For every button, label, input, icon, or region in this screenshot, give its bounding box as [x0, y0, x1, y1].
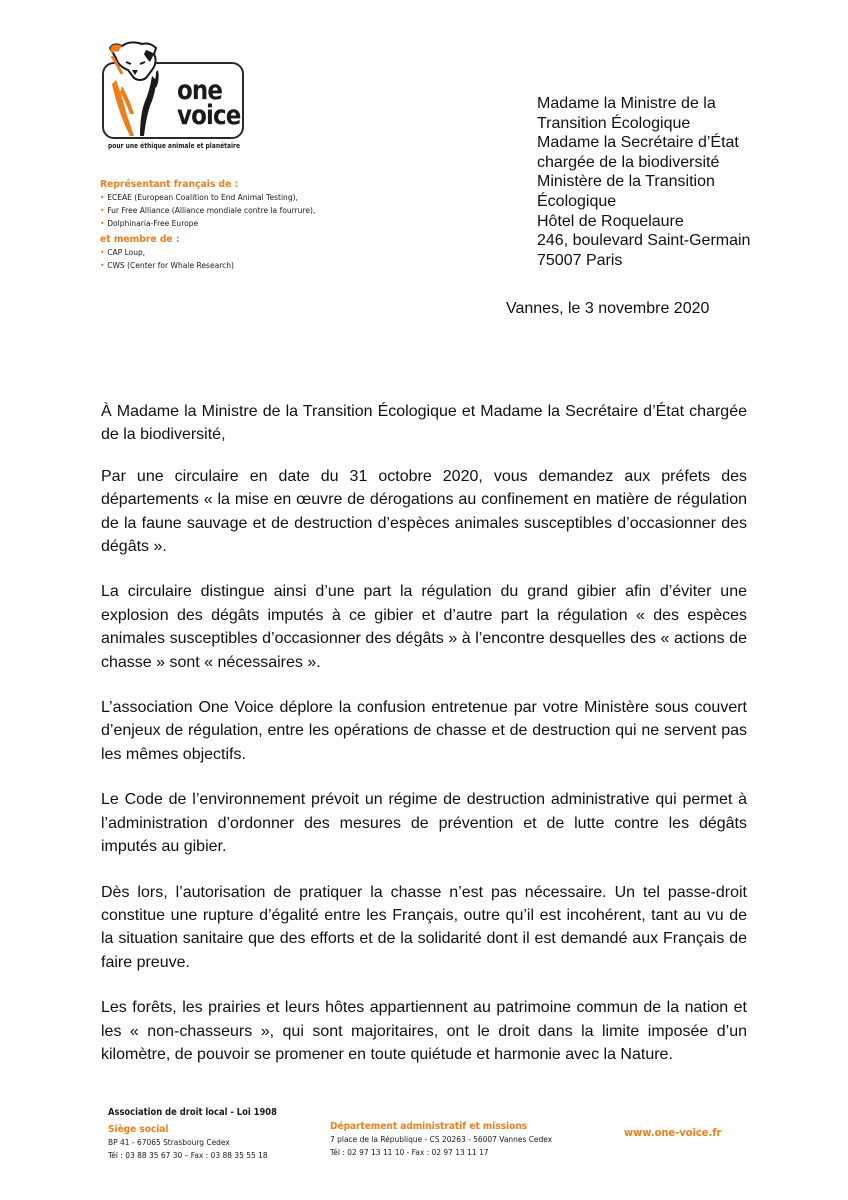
lioness-icon — [100, 40, 180, 144]
representative-heading: Représentant français de : — [100, 179, 239, 190]
member-heading: et membre de : — [100, 234, 180, 245]
paragraph: La circulaire distingue ainsi d’une part la régulation du grand gibier afin d’éviter une explosion des dégâts imputés à ce gibier et d’autre part la régulation « des espèces animales susceptibles d’occasionner des dégâts » à l’encontre desquelles des « actions de chasse » sont « nécessaires ». — [101, 583, 747, 671]
list-item: • CAP Loup, — [100, 247, 146, 257]
association-status: Association de droit local - Loi 1908 — [108, 1107, 277, 1118]
list-item: • Fur Free Alliance (Alliance mondiale contre la fourrure), — [100, 205, 316, 215]
address-line: Madame la Secrétaire d’État — [537, 134, 739, 152]
address-line: Hôtel de Roquelaure — [537, 212, 684, 230]
admin-office-address: 7 place de la République - CS 20263 - 56007 Vannes Cedex — [330, 1134, 553, 1144]
paragraph: Le Code de l’environnement prévoit un régime de destruction administrative qui permet à l’administration d’ordonner des mesures de prévention et de lutte contre les dégâts imputés au gibier. — [101, 791, 747, 856]
representative-list — [100, 191, 334, 230]
bullet-icon: • — [100, 205, 105, 215]
head-office-block — [108, 1106, 296, 1161]
address-line: Écologique — [537, 192, 617, 210]
bullet-icon: • — [100, 192, 105, 202]
paragraph: Par une circulaire en date du 31 octobre 2020, vous demandez aux préfets des départements « la mise en œuvre de dérogations au confinement en matière de régulation de la faune sauvage et de destruction d’espèces animales susceptibles d’occasionner des dégâts ». — [101, 467, 747, 556]
bullet-icon: • — [100, 247, 105, 257]
bullet-icon: • — [100, 260, 105, 270]
affiliations — [100, 178, 334, 275]
one-voice-logo — [100, 40, 250, 155]
list-item: • Dolphinaria-Free Europe — [100, 218, 199, 228]
member-list — [100, 246, 334, 272]
admin-office-phone: Tél : 02 97 13 11 10 - Fax : 02 97 13 11 17 — [330, 1146, 489, 1157]
logo-tagline: pour une éthique animale et planétaire — [108, 142, 240, 150]
head-office-phone: Tél : 03 88 35 67 30 – Fax : 03 88 35 55 18 — [108, 1149, 268, 1160]
address-line: Transition Écologique — [537, 114, 691, 132]
recipient-address — [537, 94, 750, 270]
logo-wordmark — [177, 75, 241, 131]
paragraph: Dès lors, l’autorisation de pratiquer la chasse n’est pas nécessaire. Un tel passe-droit constitue une rupture d’égalité entre les Français, outre qu’il est incohérent, tant au vu de la situation sanitaire que des efforts et de la solidarité dont il est demandé aux Français de faire preuve. — [101, 883, 747, 971]
address-line: Madame la Ministre de la — [537, 95, 716, 112]
address-line: chargée de la biodiversité — [537, 153, 720, 171]
paragraph: L’association One Voice déplore la confusion entretenue par votre Ministère sous couvert d’enjeux de régulation, entre les opérations de chasse et de destruction qui ne servent pas les mêmes objectifs. — [101, 699, 747, 763]
address-line: 246, boulevard Saint-Germain — [537, 232, 751, 250]
paragraph: Les forêts, les prairies et leurs hôtes appartiennent au patrimoine commun de la nation et les « non-chasseurs », qui sont majoritaires, ont le droit dans la limite imposée d’un kilomètre, de pouvoir se promener en toute quiétude et harmonie avec la Nature. — [101, 999, 747, 1063]
head-office-title: Siège social — [108, 1124, 169, 1135]
list-item: • ECEAE (European Coalition to End Animal Testing), — [100, 192, 298, 202]
logo-text-one: one — [177, 75, 223, 106]
website-link[interactable]: www.one-voice.fr — [624, 1126, 722, 1139]
logo-text-voice: voice — [177, 100, 241, 131]
address-line: 75007 Paris — [537, 251, 623, 269]
list-item: • CWS (Center for Whale Research) — [100, 260, 234, 270]
date-line: Vannes, le 3 novembre 2020 — [506, 300, 710, 317]
admin-office-block — [330, 1120, 577, 1158]
admin-office-title: Département administratif et missions — [330, 1121, 528, 1132]
head-office-address: BP 41 - 67065 Strasbourg Cedex — [108, 1137, 230, 1147]
letter-body — [101, 400, 747, 1088]
salutation: À Madame la Ministre de la Transition Écologique et Madame la Secrétaire d’État chargée de la biodiversité, — [101, 403, 747, 444]
address-line: Ministère de la Transition — [537, 173, 715, 191]
bullet-icon: • — [100, 218, 105, 228]
